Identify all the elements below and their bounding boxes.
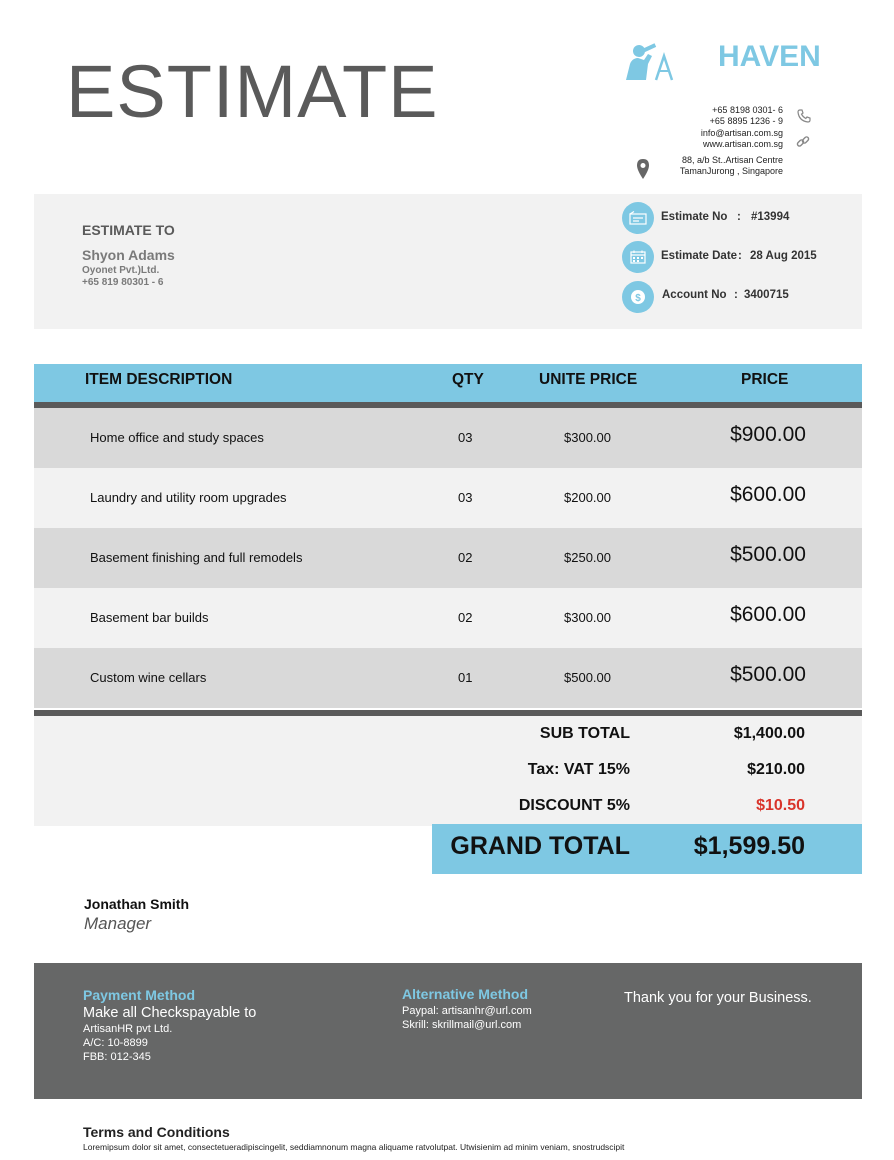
table-row <box>34 588 862 648</box>
signatory-name: Jonathan Smith <box>84 896 190 912</box>
header-unit-price: UNITE PRICE <box>539 371 638 388</box>
payment-line-2: A/C: 10-8899 <box>83 1037 148 1049</box>
phone-numbers <box>710 105 783 127</box>
header-price: PRICE <box>741 371 789 388</box>
payment-line-3: FBB: 012-345 <box>83 1051 151 1063</box>
row-price: $600.00 <box>730 483 806 506</box>
alternative-method-title: Alternative Method <box>402 986 529 1002</box>
subtotal-value: $1,400.00 <box>733 725 805 742</box>
client-name: Shyon Adams <box>82 247 175 263</box>
client-company: Oyonet Pvt.)Ltd. <box>82 265 160 276</box>
row-price: $500.00 <box>730 663 806 686</box>
row-qty: 03 <box>458 430 473 445</box>
grand-total-value: $1,599.50 <box>693 832 805 860</box>
row-unit-price: $300.00 <box>564 610 611 625</box>
row-description: Home office and study spaces <box>90 430 264 445</box>
web-contacts <box>701 128 783 150</box>
brand-name: HAVEN <box>718 40 821 73</box>
header-item-description: ITEM DESCRIPTION <box>85 371 233 388</box>
table-row <box>34 408 862 468</box>
estimate-to-label: ESTIMATE TO <box>82 222 175 238</box>
row-price: $600.00 <box>730 603 806 626</box>
estimate-no-value: #13994 <box>751 211 790 223</box>
website-address: www.artisan.com.sg <box>702 139 783 149</box>
estimate-no-colon: : <box>737 211 741 223</box>
svg-text:$: $ <box>635 293 641 304</box>
table-row <box>34 528 862 588</box>
terms-text: Loremipsum dolor sit amet, consectetueradipiscingelit, seddiamnonum magna aliquame ratvolutpat. Utwisienim ad minim veniam, snostrudscipit <box>83 1142 625 1152</box>
table-row <box>34 468 862 528</box>
tax-value: $210.00 <box>747 761 805 778</box>
row-description: Laundry and utility room upgrades <box>90 490 287 505</box>
estimate-date-label: Estimate Date <box>661 250 738 262</box>
phone-1: +65 8198 0301- 6 <box>712 105 783 115</box>
location-pin-icon <box>636 158 650 185</box>
estimate-date-colon: : <box>738 250 742 262</box>
dollar-coin-icon <box>622 281 654 313</box>
row-description: Basement finishing and full remodels <box>90 550 303 565</box>
estimate-no-label: Estimate No <box>661 211 728 223</box>
row-qty: 02 <box>458 550 473 565</box>
row-unit-price: $250.00 <box>564 550 611 565</box>
grand-total-label: GRAND TOTAL <box>450 832 630 860</box>
address-line-2: TamanJurong , Singapore <box>679 166 783 176</box>
account-no-colon: : <box>734 289 738 301</box>
alternative-line-2: Skrill: skrillmail@url.com <box>402 1019 522 1031</box>
header-qty: QTY <box>452 371 484 388</box>
row-price: $500.00 <box>730 543 806 566</box>
subtotal-label: SUB TOTAL <box>539 725 630 742</box>
row-price: $900.00 <box>730 423 806 446</box>
terms-title: Terms and Conditions <box>83 1124 230 1140</box>
payment-lead: Make all Checkspayable to <box>83 1005 257 1021</box>
row-qty: 01 <box>458 670 473 685</box>
row-unit-price: $500.00 <box>564 670 611 685</box>
tax-label: Tax: VAT 15% <box>527 761 630 778</box>
address-line-1: 88, a/b St..Artisan Centre <box>681 155 783 165</box>
payment-line-1: ArtisanHR pvt Ltd. <box>83 1023 173 1035</box>
document-title: ESTIMATE <box>66 50 439 133</box>
thank-you-note: Thank you for your Business. <box>624 990 812 1006</box>
row-description: Basement bar builds <box>90 610 209 625</box>
address <box>680 155 783 177</box>
discount-value: $10.50 <box>756 797 805 814</box>
row-unit-price: $300.00 <box>564 430 611 445</box>
email-address: info@artisan.com.sg <box>700 128 783 138</box>
account-no-label: Account No <box>662 289 727 301</box>
row-qty: 03 <box>458 490 473 505</box>
row-unit-price: $200.00 <box>564 490 611 505</box>
signatory-role: Manager <box>84 914 152 933</box>
calendar-icon <box>622 241 654 273</box>
account-no-value: 3400715 <box>744 289 789 301</box>
phone-icon <box>797 109 811 128</box>
alternative-line-1: Paypal: artisanhr@url.com <box>402 1005 532 1017</box>
discount-label: DISCOUNT 5% <box>518 797 630 814</box>
payment-method-title: Payment Method <box>83 987 196 1003</box>
phone-2: +65 8895 1236 - 9 <box>709 116 783 126</box>
estimate-date-value: 28 Aug 2015 <box>750 250 817 262</box>
worker-logo-icon <box>622 42 678 82</box>
row-description: Custom wine cellars <box>90 670 207 685</box>
row-qty: 02 <box>458 610 473 625</box>
client-phone: +65 819 80301 - 6 <box>82 277 164 288</box>
invoice-icon <box>622 202 654 234</box>
link-icon <box>796 135 810 154</box>
table-row <box>34 648 862 708</box>
